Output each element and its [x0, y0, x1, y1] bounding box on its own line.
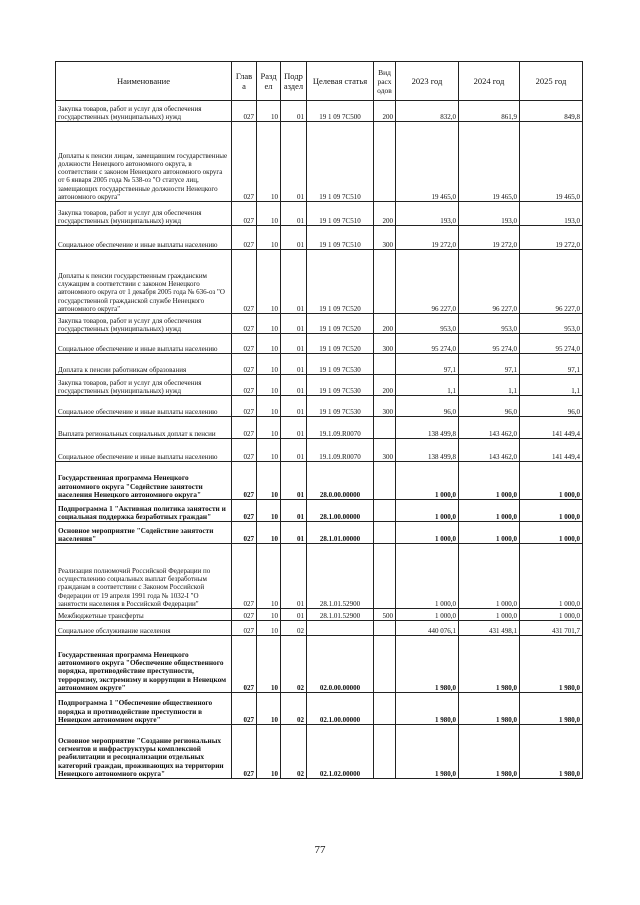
table-row	[56, 101, 583, 122]
cell-name: Социальное обеспечение и иные выплаты населению	[56, 226, 232, 250]
cell-podrazdel: 01	[281, 439, 307, 462]
cell-name: Подпрограмма 1 "Обеспечение общественного порядка и противодействие преступности в Ненецком автономном округе"	[56, 693, 232, 725]
cell-razdel: 10	[257, 522, 281, 544]
cell-2025: 96,0	[520, 396, 583, 417]
cell-name: Государственная программа Ненецкого автономного округа "Обеспечение общественного порядка, противодействие преступности, терроризму, экстремизму и коррупции в Ненецком автономном округе"	[56, 636, 232, 693]
cell-article: 02.1.02.00000	[307, 725, 374, 779]
cell-razdel: 10	[257, 334, 281, 354]
cell-podrazdel: 01	[281, 462, 307, 500]
table-row	[56, 544, 583, 609]
table-row	[56, 462, 583, 500]
header-vid: Вид расх одов	[374, 62, 396, 101]
cell-razdel: 10	[257, 122, 281, 202]
cell-razdel: 10	[257, 636, 281, 693]
cell-name: Социальное обеспечение и иные выплаты населению	[56, 396, 232, 417]
cell-name: Закупка товаров, работ и услуг для обеспечения государственных (муниципальных) нужд	[56, 375, 232, 396]
cell-podrazdel: 01	[281, 375, 307, 396]
table-row	[56, 334, 583, 354]
budget-table-container	[55, 61, 582, 779]
cell-2024: 1 000,0	[459, 522, 520, 544]
table-body	[56, 101, 583, 779]
cell-2023: 1 000,0	[396, 544, 459, 609]
cell-name: Доплаты к пенсии лицам, замещавшим государственные должности Ненецкого автономного округа, в соответствии с законом Ненецкого автономного округа от 6 января 2005 года № 538-оз "О статусе лиц, замещающих государственные должности Ненецкого автономного округа"	[56, 122, 232, 202]
table-row	[56, 417, 583, 439]
cell-article: 19.1.09.R0070	[307, 439, 374, 462]
header-article: Целевая статья	[307, 62, 374, 101]
header-razdel: Разд ел	[257, 62, 281, 101]
cell-2024: 1,1	[459, 375, 520, 396]
cell-glava: 027	[232, 334, 257, 354]
cell-podrazdel: 01	[281, 314, 307, 334]
cell-article: 28.1.01.52900	[307, 544, 374, 609]
cell-razdel: 10	[257, 544, 281, 609]
cell-vid	[374, 621, 396, 636]
cell-2024: 1 980,0	[459, 725, 520, 779]
cell-article: 19 1 09 7С510	[307, 226, 374, 250]
cell-vid: 200	[374, 375, 396, 396]
cell-2024: 19 465,0	[459, 122, 520, 202]
cell-glava: 027	[232, 396, 257, 417]
cell-glava: 027	[232, 522, 257, 544]
cell-2023: 1 980,0	[396, 693, 459, 725]
cell-vid: 300	[374, 226, 396, 250]
cell-article: 19 1 09 7С530	[307, 375, 374, 396]
cell-glava: 027	[232, 250, 257, 314]
cell-glava: 027	[232, 101, 257, 122]
table-row	[56, 375, 583, 396]
cell-2025: 431 701,7	[520, 621, 583, 636]
cell-podrazdel: 01	[281, 122, 307, 202]
cell-podrazdel: 01	[281, 417, 307, 439]
cell-glava: 027	[232, 202, 257, 226]
cell-2023: 97,1	[396, 354, 459, 375]
cell-article: 19 1 09 7С520	[307, 250, 374, 314]
cell-glava: 027	[232, 621, 257, 636]
cell-razdel: 10	[257, 693, 281, 725]
cell-article: 19 1 09 7С510	[307, 202, 374, 226]
table-row	[56, 500, 583, 522]
cell-razdel: 10	[257, 375, 281, 396]
cell-vid	[374, 636, 396, 693]
cell-podrazdel: 02	[281, 725, 307, 779]
cell-razdel: 10	[257, 396, 281, 417]
cell-article: 02.0.00.00000	[307, 636, 374, 693]
cell-2025: 19 272,0	[520, 226, 583, 250]
cell-2023: 138 499,8	[396, 439, 459, 462]
cell-vid	[374, 544, 396, 609]
cell-2025: 1 000,0	[520, 522, 583, 544]
cell-razdel: 10	[257, 725, 281, 779]
cell-razdel: 10	[257, 101, 281, 122]
cell-podrazdel: 01	[281, 522, 307, 544]
cell-name: Социальное обеспечение и иные выплаты населению	[56, 334, 232, 354]
cell-glava: 027	[232, 693, 257, 725]
cell-name: Основное мероприятие "Содействие занятости населения"	[56, 522, 232, 544]
cell-2024: 1 980,0	[459, 693, 520, 725]
cell-razdel: 10	[257, 314, 281, 334]
cell-glava: 027	[232, 462, 257, 500]
header-2024: 2024 год	[459, 62, 520, 101]
cell-glava: 027	[232, 122, 257, 202]
cell-2024: 1 000,0	[459, 609, 520, 621]
header-podrazdel: Подр аздел	[281, 62, 307, 101]
cell-name: Закупка товаров, работ и услуг для обеспечения государственных (муниципальных) нужд	[56, 101, 232, 122]
cell-article: 19 1 09 7С510	[307, 122, 374, 202]
cell-2025: 1 000,0	[520, 500, 583, 522]
cell-2025: 193,0	[520, 202, 583, 226]
cell-2023: 193,0	[396, 202, 459, 226]
table-row	[56, 202, 583, 226]
cell-2024: 1 000,0	[459, 500, 520, 522]
cell-2025: 1,1	[520, 375, 583, 396]
cell-2025: 141 449,4	[520, 417, 583, 439]
cell-2025: 97,1	[520, 354, 583, 375]
cell-vid: 300	[374, 439, 396, 462]
cell-podrazdel: 01	[281, 226, 307, 250]
cell-article: 19 1 09 7С530	[307, 354, 374, 375]
cell-2025: 849,8	[520, 101, 583, 122]
table-row	[56, 621, 583, 636]
cell-podrazdel: 01	[281, 101, 307, 122]
cell-2025: 141 449,4	[520, 439, 583, 462]
cell-2023: 1 980,0	[396, 636, 459, 693]
cell-razdel: 10	[257, 226, 281, 250]
cell-glava: 027	[232, 609, 257, 621]
cell-glava: 027	[232, 500, 257, 522]
budget-table	[55, 61, 583, 779]
cell-vid	[374, 417, 396, 439]
cell-2025: 1 980,0	[520, 693, 583, 725]
cell-2023: 953,0	[396, 314, 459, 334]
cell-2024: 861,9	[459, 101, 520, 122]
cell-name: Закупка товаров, работ и услуг для обеспечения государственных (муниципальных) нужд	[56, 202, 232, 226]
cell-2025: 96 227,0	[520, 250, 583, 314]
table-row	[56, 122, 583, 202]
header-row	[56, 62, 583, 101]
cell-glava: 027	[232, 636, 257, 693]
cell-name: Доплата к пенсии работникам образования	[56, 354, 232, 375]
cell-2024: 193,0	[459, 202, 520, 226]
cell-podrazdel: 02	[281, 636, 307, 693]
cell-razdel: 10	[257, 609, 281, 621]
cell-2025: 1 000,0	[520, 544, 583, 609]
page-number: 77	[314, 844, 326, 856]
cell-glava: 027	[232, 314, 257, 334]
table-row	[56, 396, 583, 417]
cell-2024: 96 227,0	[459, 250, 520, 314]
cell-name: Реализация полномочий Российской Федерации по осуществлению социальных выплат безработным гражданам в соответствии с Законом Российской Федерации от 19 апреля 1991 года № 1032-I "О занятости населения в Российской Федерации"	[56, 544, 232, 609]
cell-glava: 027	[232, 439, 257, 462]
cell-2024: 1 000,0	[459, 462, 520, 500]
cell-2024: 953,0	[459, 314, 520, 334]
cell-vid: 500	[374, 609, 396, 621]
table-row	[56, 439, 583, 462]
cell-2024: 95 274,0	[459, 334, 520, 354]
table-row	[56, 725, 583, 779]
cell-2024: 19 272,0	[459, 226, 520, 250]
cell-article	[307, 621, 374, 636]
cell-razdel: 10	[257, 354, 281, 375]
table-row	[56, 314, 583, 334]
cell-vid	[374, 354, 396, 375]
cell-razdel: 10	[257, 417, 281, 439]
cell-name: Межбюджетные трансферты	[56, 609, 232, 621]
cell-article: 28.0.00.00000	[307, 462, 374, 500]
cell-2023: 1 000,0	[396, 500, 459, 522]
cell-article: 19 1 09 7С520	[307, 334, 374, 354]
cell-glava: 027	[232, 354, 257, 375]
cell-2024: 1 980,0	[459, 636, 520, 693]
cell-glava: 027	[232, 725, 257, 779]
cell-2023: 1 000,0	[396, 609, 459, 621]
cell-2023: 96,0	[396, 396, 459, 417]
table-row	[56, 636, 583, 693]
cell-2023: 19 272,0	[396, 226, 459, 250]
cell-podrazdel: 01	[281, 250, 307, 314]
cell-vid	[374, 500, 396, 522]
cell-glava: 027	[232, 226, 257, 250]
cell-razdel: 10	[257, 500, 281, 522]
cell-name: Государственная программа Ненецкого автономного округа "Содействие занятости населения Ненецкого автономного округа"	[56, 462, 232, 500]
cell-article: 19 1 09 7С500	[307, 101, 374, 122]
cell-vid: 200	[374, 314, 396, 334]
cell-2024: 96,0	[459, 396, 520, 417]
cell-2025: 1 980,0	[520, 725, 583, 779]
cell-name: Доплаты к пенсии государственным гражданским служащим в соответствии с законом Ненецкого автономного округа от 1 декабря 2005 года № 636-оз "О государственной гражданской службе Ненецкого автономного округа"	[56, 250, 232, 314]
cell-podrazdel: 01	[281, 609, 307, 621]
cell-vid: 200	[374, 101, 396, 122]
cell-vid: 200	[374, 202, 396, 226]
cell-article: 02.1.00.00000	[307, 693, 374, 725]
cell-name: Основное мероприятие "Создание региональных сегментов и инфраструктуры комплексной реабилитации и ресоциализации отдельных категорий граждан, проживающих на территории Ненецкого автономного округа"	[56, 725, 232, 779]
cell-2024: 143 462,0	[459, 417, 520, 439]
cell-vid	[374, 462, 396, 500]
header-2023: 2023 год	[396, 62, 459, 101]
cell-2025: 1 980,0	[520, 636, 583, 693]
cell-podrazdel: 01	[281, 334, 307, 354]
cell-2025: 1 000,0	[520, 462, 583, 500]
cell-name: Социальное обеспечение и иные выплаты населению	[56, 439, 232, 462]
header-2025: 2025 год	[520, 62, 583, 101]
cell-podrazdel: 02	[281, 693, 307, 725]
cell-vid	[374, 693, 396, 725]
table-row	[56, 609, 583, 621]
cell-vid	[374, 725, 396, 779]
cell-podrazdel: 01	[281, 354, 307, 375]
cell-2024: 97,1	[459, 354, 520, 375]
cell-2024: 143 462,0	[459, 439, 520, 462]
cell-podrazdel: 01	[281, 396, 307, 417]
cell-razdel: 10	[257, 621, 281, 636]
cell-article: 19 1 09 7С520	[307, 314, 374, 334]
cell-2025: 1 000,0	[520, 609, 583, 621]
cell-2023: 1 980,0	[396, 725, 459, 779]
cell-podrazdel: 01	[281, 544, 307, 609]
cell-article: 28.1.01.00000	[307, 522, 374, 544]
cell-name: Закупка товаров, работ и услуг для обеспечения государственных (муниципальных) нужд	[56, 314, 232, 334]
cell-2023: 832,0	[396, 101, 459, 122]
cell-vid	[374, 522, 396, 544]
cell-vid: 300	[374, 334, 396, 354]
cell-name: Социальное обслуживание населения	[56, 621, 232, 636]
cell-2024: 1 000,0	[459, 544, 520, 609]
cell-razdel: 10	[257, 202, 281, 226]
table-row	[56, 522, 583, 544]
cell-name: Подпрограмма 1 "Активная политика занятости и социальная поддержка безработных граждан"	[56, 500, 232, 522]
cell-glava: 027	[232, 417, 257, 439]
cell-razdel: 10	[257, 439, 281, 462]
table-row	[56, 226, 583, 250]
cell-article: 28.1.00.00000	[307, 500, 374, 522]
cell-2024: 431 498,1	[459, 621, 520, 636]
cell-glava: 027	[232, 375, 257, 396]
cell-2025: 95 274,0	[520, 334, 583, 354]
cell-vid: 300	[374, 396, 396, 417]
cell-2023: 1 000,0	[396, 462, 459, 500]
cell-2025: 19 465,0	[520, 122, 583, 202]
cell-2023: 1 000,0	[396, 522, 459, 544]
cell-2023: 138 499,8	[396, 417, 459, 439]
cell-vid	[374, 122, 396, 202]
cell-glava: 027	[232, 544, 257, 609]
cell-podrazdel: 01	[281, 500, 307, 522]
table-row	[56, 354, 583, 375]
cell-2023: 1,1	[396, 375, 459, 396]
cell-razdel: 10	[257, 462, 281, 500]
cell-name: Выплата региональных социальных доплат к пенсии	[56, 417, 232, 439]
table-row	[56, 250, 583, 314]
cell-article: 19.1.09.R0070	[307, 417, 374, 439]
cell-2025: 953,0	[520, 314, 583, 334]
cell-podrazdel: 02	[281, 621, 307, 636]
header-glava: Глав а	[232, 62, 257, 101]
cell-podrazdel: 01	[281, 202, 307, 226]
cell-article: 28.1.01.52900	[307, 609, 374, 621]
table-row	[56, 693, 583, 725]
cell-razdel: 10	[257, 250, 281, 314]
cell-2023: 19 465,0	[396, 122, 459, 202]
cell-2023: 440 076,1	[396, 621, 459, 636]
cell-2023: 95 274,0	[396, 334, 459, 354]
header-name: Наименование	[56, 62, 232, 101]
cell-article: 19 1 09 7С530	[307, 396, 374, 417]
cell-2023: 96 227,0	[396, 250, 459, 314]
cell-vid	[374, 250, 396, 314]
